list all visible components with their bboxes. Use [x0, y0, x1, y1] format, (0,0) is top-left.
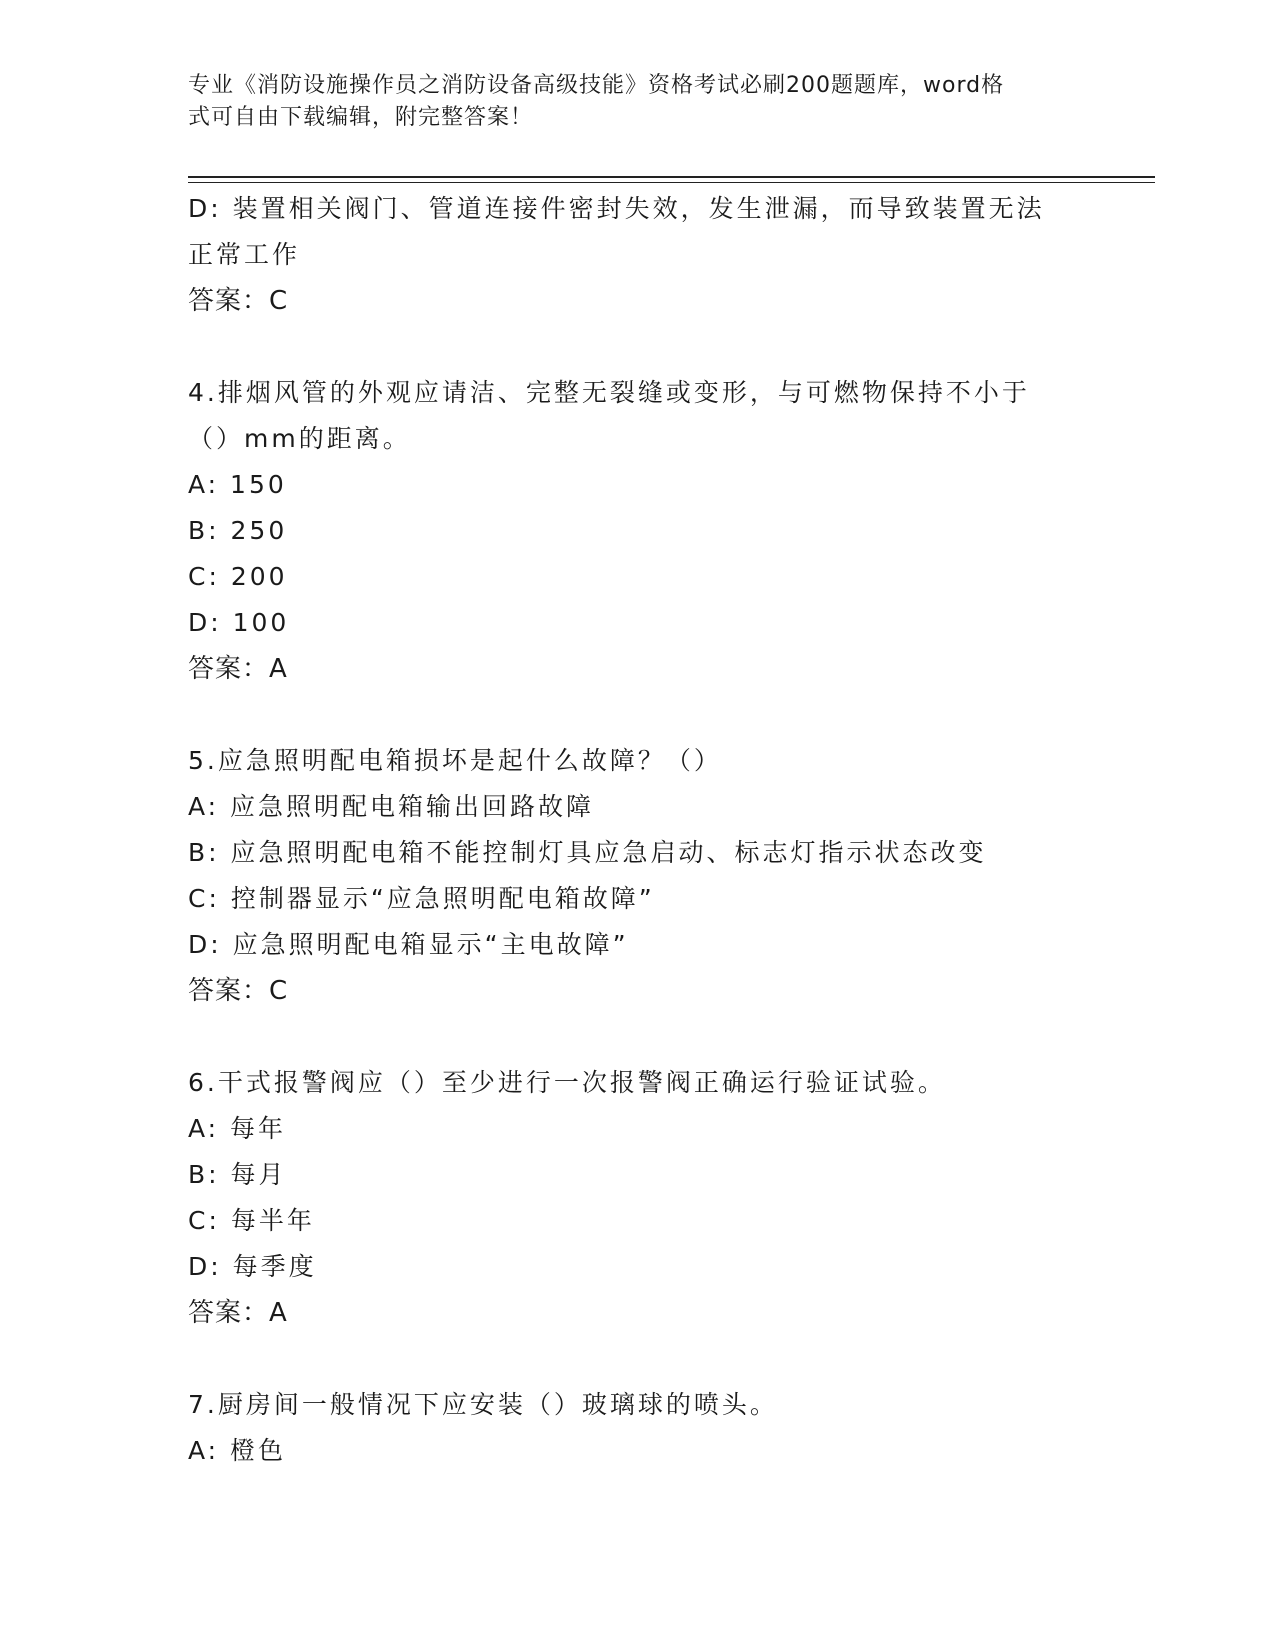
option-b: B: 250 — [188, 516, 288, 545]
spacer — [188, 1336, 1088, 1382]
question-content — [188, 186, 1088, 1474]
option-b: B: 应急照明配电箱不能控制灯具应急启动、标志灯指示状态改变 — [188, 838, 987, 867]
option-d: D: 100 — [188, 608, 290, 637]
prev-question-tail — [188, 186, 1088, 324]
question-stem: 6.干式报警阀应（）至少进行一次报警阀正确运行验证试验。 — [188, 1068, 946, 1097]
question-5 — [188, 738, 1088, 1014]
question-stem-continued: （）mm的距离。 — [188, 424, 411, 453]
option-c: C: 控制器显示“应急照明配电箱故障” — [188, 884, 655, 913]
question-stem: 5.应急照明配电箱损坏是起什么故障？（） — [188, 746, 722, 775]
option-d: D: 装置相关阀门、管道连接件密封失效，发生泄漏，而导致装置无法 — [188, 194, 1045, 223]
question-6 — [188, 1060, 1088, 1336]
header-line-2: 式可自由下载编辑，附完整答案！ — [188, 105, 534, 130]
spacer — [188, 1014, 1088, 1060]
document-header — [188, 70, 1068, 134]
option-d: D: 每季度 — [188, 1252, 317, 1281]
option-a: A: 橙色 — [188, 1436, 287, 1465]
option-a: A: 应急照明配电箱输出回路故障 — [188, 792, 595, 821]
spacer — [188, 692, 1088, 738]
question-7 — [188, 1382, 1088, 1474]
answer-line: 答案：A — [188, 1298, 288, 1328]
option-a: A: 150 — [188, 470, 287, 499]
header-divider-thin — [188, 182, 1155, 183]
question-stem: 7.厨房间一般情况下应安装（）玻璃球的喷头。 — [188, 1390, 778, 1419]
question-stem: 4.排烟风管的外观应请洁、完整无裂缝或变形，与可燃物保持不小于 — [188, 378, 1030, 407]
question-4 — [188, 370, 1088, 692]
header-line-1: 专业《消防设施操作员之消防设备高级技能》资格考试必刷200题题库，word格 — [188, 73, 1005, 98]
option-c: C: 200 — [188, 562, 288, 591]
option-b: B: 每月 — [188, 1160, 287, 1189]
answer-line: 答案：C — [188, 286, 289, 316]
header-divider-thick — [188, 176, 1155, 178]
answer-line: 答案：A — [188, 654, 288, 684]
option-d-continued: 正常工作 — [188, 240, 301, 269]
option-a: A: 每年 — [188, 1114, 287, 1143]
answer-line: 答案：C — [188, 976, 289, 1006]
spacer — [188, 324, 1088, 370]
option-d: D: 应急照明配电箱显示“主电故障” — [188, 930, 629, 959]
option-c: C: 每半年 — [188, 1206, 315, 1235]
